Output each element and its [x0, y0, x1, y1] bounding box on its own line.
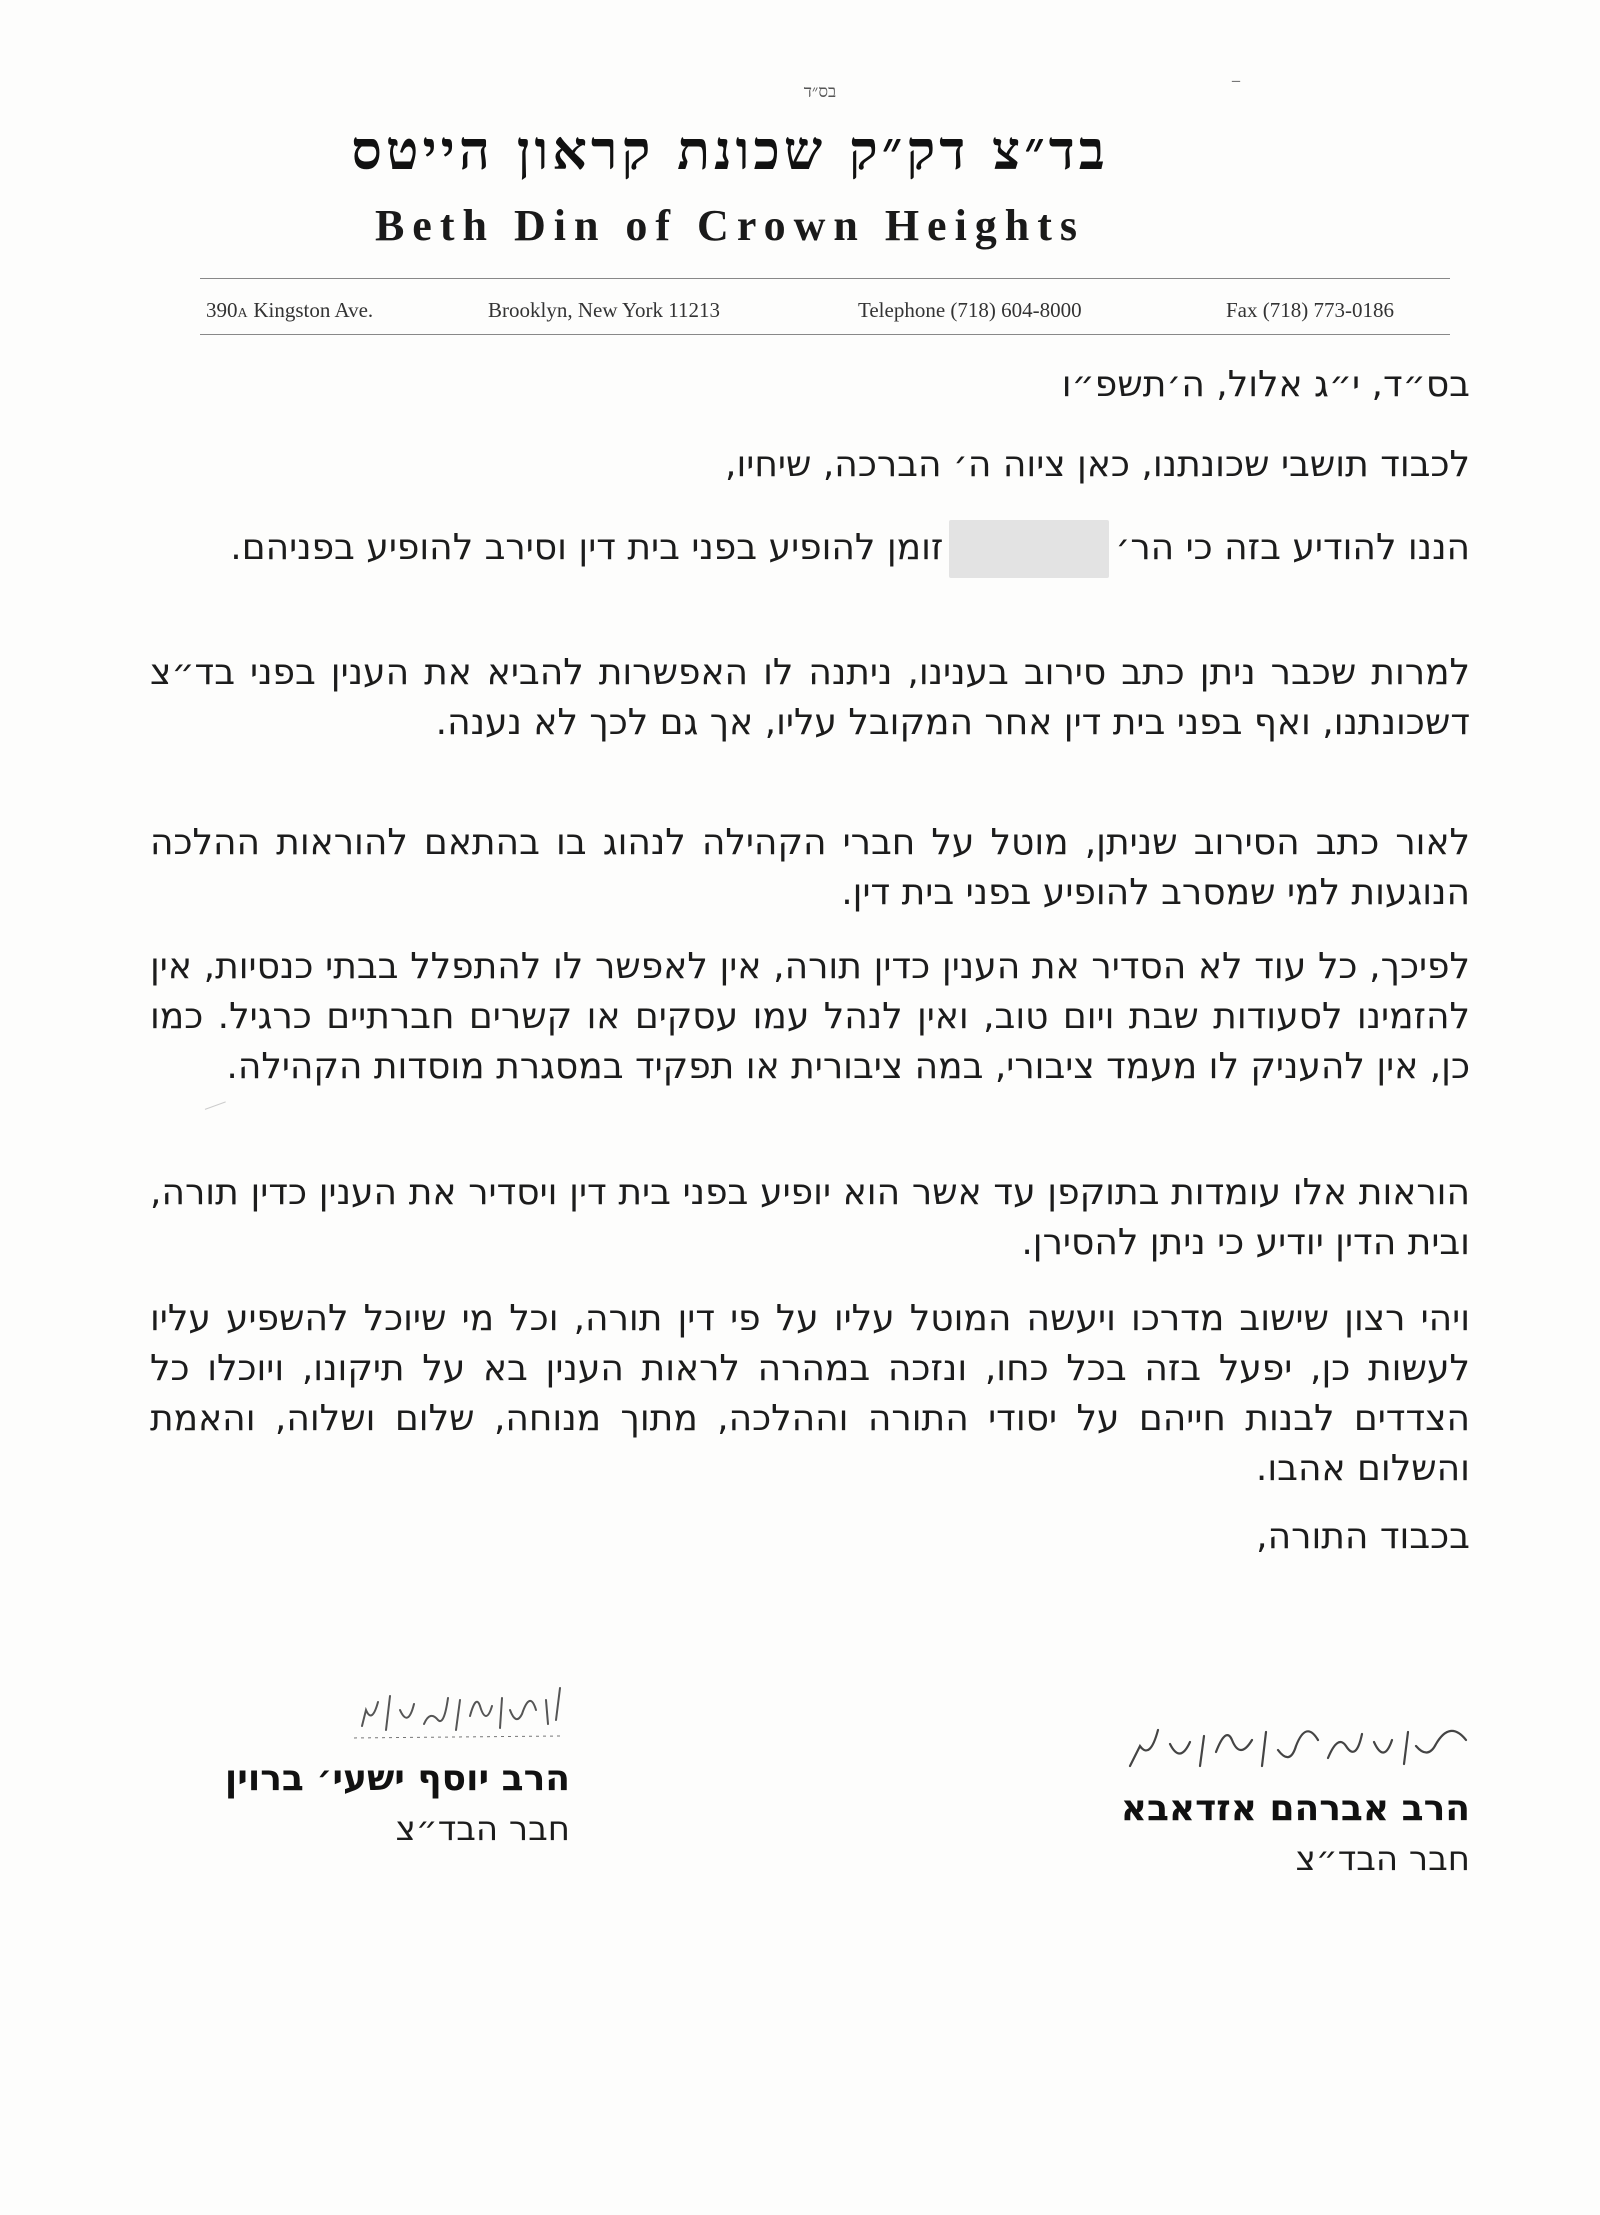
letterhead-top-rule	[200, 278, 1450, 279]
handwritten-signature-right	[1020, 1710, 1470, 1784]
telephone-line: Telephone (718) 604-8000	[858, 298, 1082, 322]
city-line: Brooklyn, New York 11213	[488, 298, 720, 322]
letterhead-bottom-rule	[200, 334, 1450, 335]
date-line: בס״ד, י״ג אלול, ה׳תשפ״ו	[1061, 364, 1470, 405]
paragraph-5: הוראות אלו עומדות בתוקפן עד אשר הוא יופיע בפני בית דין ויסדיר את הענין כדין תורה, ובית הדין יודיע כי ניתן להסירן.	[150, 1172, 1470, 1263]
signature-block-left	[150, 1680, 570, 1854]
address-suffix: A	[237, 306, 249, 321]
address	[206, 298, 373, 328]
english-letterhead-title: Beth Din of Crown Heights	[374, 201, 1086, 250]
fax-line: Fax (718) 773-0186	[1226, 298, 1394, 322]
scan-speck	[205, 1101, 227, 1113]
paragraph-3: לאור כתב הסירוב שניתן, מוטל על חברי הקהילה לנהוג בו בהתאם להוראות ההלכה הנוגעות למי שמסרב להופיע בפני בית דין.	[150, 822, 1470, 913]
paragraph-2: למרות שכבר ניתן כתב סירוב בענינו, ניתנה לו האפשרות להביא את הענין בפני בד״צ דשכונתנו, ואף בפני בית דין אחר המקובל עליו, אך גם לכך לא נענה.	[150, 652, 1470, 743]
paragraph-4: לפיכך, כל עוד לא הסדיר את הענין כדין תורה, אין לאפשר לו להתפלל בבתי כנסיות, אין להזמינו לסעודות שבת ויום טוב, ואין לנהל עמו עסקים או קשרים חברתיים כרגיל. כמו כן, אין להעניק לו מעמד ציבורי, במה ציבורית או תפקיד במסגרת מוסדות הקהילה.	[150, 946, 1470, 1087]
closing-line: בכבוד התורה,	[1256, 1516, 1470, 1557]
signer-name-right: הרב אברהם אזדאבא	[1120, 1788, 1470, 1829]
address-number: 390	[206, 298, 238, 322]
handwritten-signature-left	[150, 1680, 570, 1754]
greeting-line: לכבוד תושבי שכונתנו, כאן ציוה ה׳ הברכה, שיחיו,	[725, 444, 1470, 485]
signer-role-right: חבר הבד״צ	[1295, 1839, 1470, 1879]
signer-role-left: חבר הבד״צ	[395, 1809, 570, 1849]
signature-block-right	[1020, 1710, 1470, 1884]
signature-scribble-right-icon	[1070, 1710, 1470, 1790]
paragraph-1	[150, 520, 1470, 578]
signature-scribble-left-icon	[310, 1680, 570, 1760]
address-street: Kingston Ave.	[253, 298, 374, 322]
signer-name-left: הרב יוסף ישעי׳ ברוין	[224, 1758, 570, 1799]
redacted-name-block	[949, 520, 1109, 578]
paragraph-1-start: הננו להודיע בזה כי הר׳	[1115, 527, 1470, 568]
corner-mark: ‾	[1232, 78, 1240, 97]
hebrew-letterhead-title: בד״צ דק״ק שכונת קראון הייטס	[351, 118, 1109, 182]
bsd-header-mark: בס״ד	[803, 82, 837, 102]
paragraph-1-end: זומן להופיע בפני בית דין וסירב להופיע בפניהם.	[230, 527, 944, 568]
paragraph-6: ויהי רצון שישוב מדרכו ויעשה המוטל עליו על פי דין תורה, וכל מי שיוכל להשפיע עליו לעשות כן, יפעל בזה בכל כחו, ונזכה במהרה לראות הענין בא על תיקונו, ויוכלו כל הצדדים לבנות חייהם על יסודי התורה וההלכה, מתוך מנוחה, שלום ושלוה, והאמת והשלום אהבו.	[150, 1298, 1470, 1489]
